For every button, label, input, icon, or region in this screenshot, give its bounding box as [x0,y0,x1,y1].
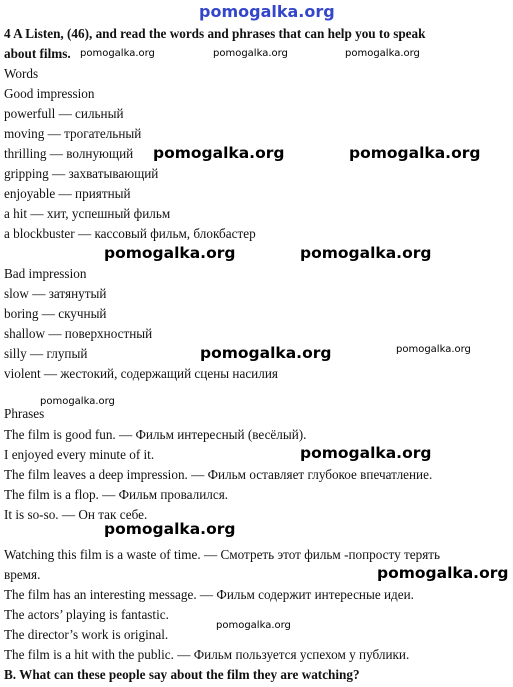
phrase-item: The film has an interesting message. — Фильм содержит интересные идеи. [4,587,414,602]
task-title-line-1: 4 A Listen, (46), and read the words and phrases that can help you to speak [4,26,426,41]
bad-item: slow — затянутый [4,286,107,301]
watermark: pomogalka.org [345,48,420,59]
good-item: powerfull — сильный [4,106,124,121]
phrase-item: The actors’ playing is fantastic. [4,607,169,622]
phrase-item: The director’s work is original. [4,627,169,642]
phrase-item: The film leaves a deep impression. — Фильм оставляет глубокое впечатление. [4,467,433,482]
phrase-item: Watching this film is a waste of time. — Смотреть этот фильм -попросту терять [4,547,441,562]
task-b-heading: B. What can these people say about the film they are watching? [4,667,360,682]
watermark: pomogalka.org [153,144,285,162]
watermark: pomogalka.org [349,144,481,162]
watermark: pomogalka.org [200,344,332,362]
watermark: pomogalka.org [396,344,471,355]
watermark: pomogalka.org [80,48,155,59]
watermark: pomogalka.org [216,620,291,631]
phrase-item-continued: время. [4,567,41,582]
bad-item: shallow — поверхностный [4,326,153,341]
good-item: enjoyable — приятный [4,186,131,201]
good-impression-heading: Good impression [4,86,95,101]
good-item: a blockbuster — кассовый фильм, блокбастер [4,226,256,241]
bad-item: boring — скучный [4,306,107,321]
watermark: pomogalka.org [40,396,115,407]
watermark: pomogalka.org [104,520,236,538]
good-item: gripping — захватывающий [4,166,159,181]
bad-item: violent — жестокий, содержащий сцены насилия [4,366,278,381]
watermark: pomogalka.org [300,244,432,262]
good-item: thrilling — волнующий [4,146,134,161]
task-title-line-2: about films. [4,46,71,61]
bad-impression-heading: Bad impression [4,266,87,281]
phrase-item: It is so-so. — Он так себе. [4,507,148,522]
watermark: pomogalka.org [377,564,509,582]
phrases-heading: Phrases [4,406,45,421]
phrase-item: I enjoyed every minute of it. [4,447,155,462]
watermark: pomogalka.org [213,48,288,59]
bad-item: silly — глупый [4,346,88,361]
phrase-item: The film is a flop. — Фильм провалился. [4,487,229,502]
phrase-item: The film is a hit with the public. — Фильм пользуется успехом у публики. [4,647,410,662]
phrase-item: The film is good fun. — Фильм интересный (весёлый). [4,427,307,442]
site-watermark-header: pomogalka.org [199,2,335,21]
good-item: moving — трогательный [4,126,142,141]
watermark: pomogalka.org [104,244,236,262]
words-heading: Words [4,66,39,81]
good-item: a hit — хит, успешный фильм [4,206,171,221]
watermark: pomogalka.org [300,444,432,462]
